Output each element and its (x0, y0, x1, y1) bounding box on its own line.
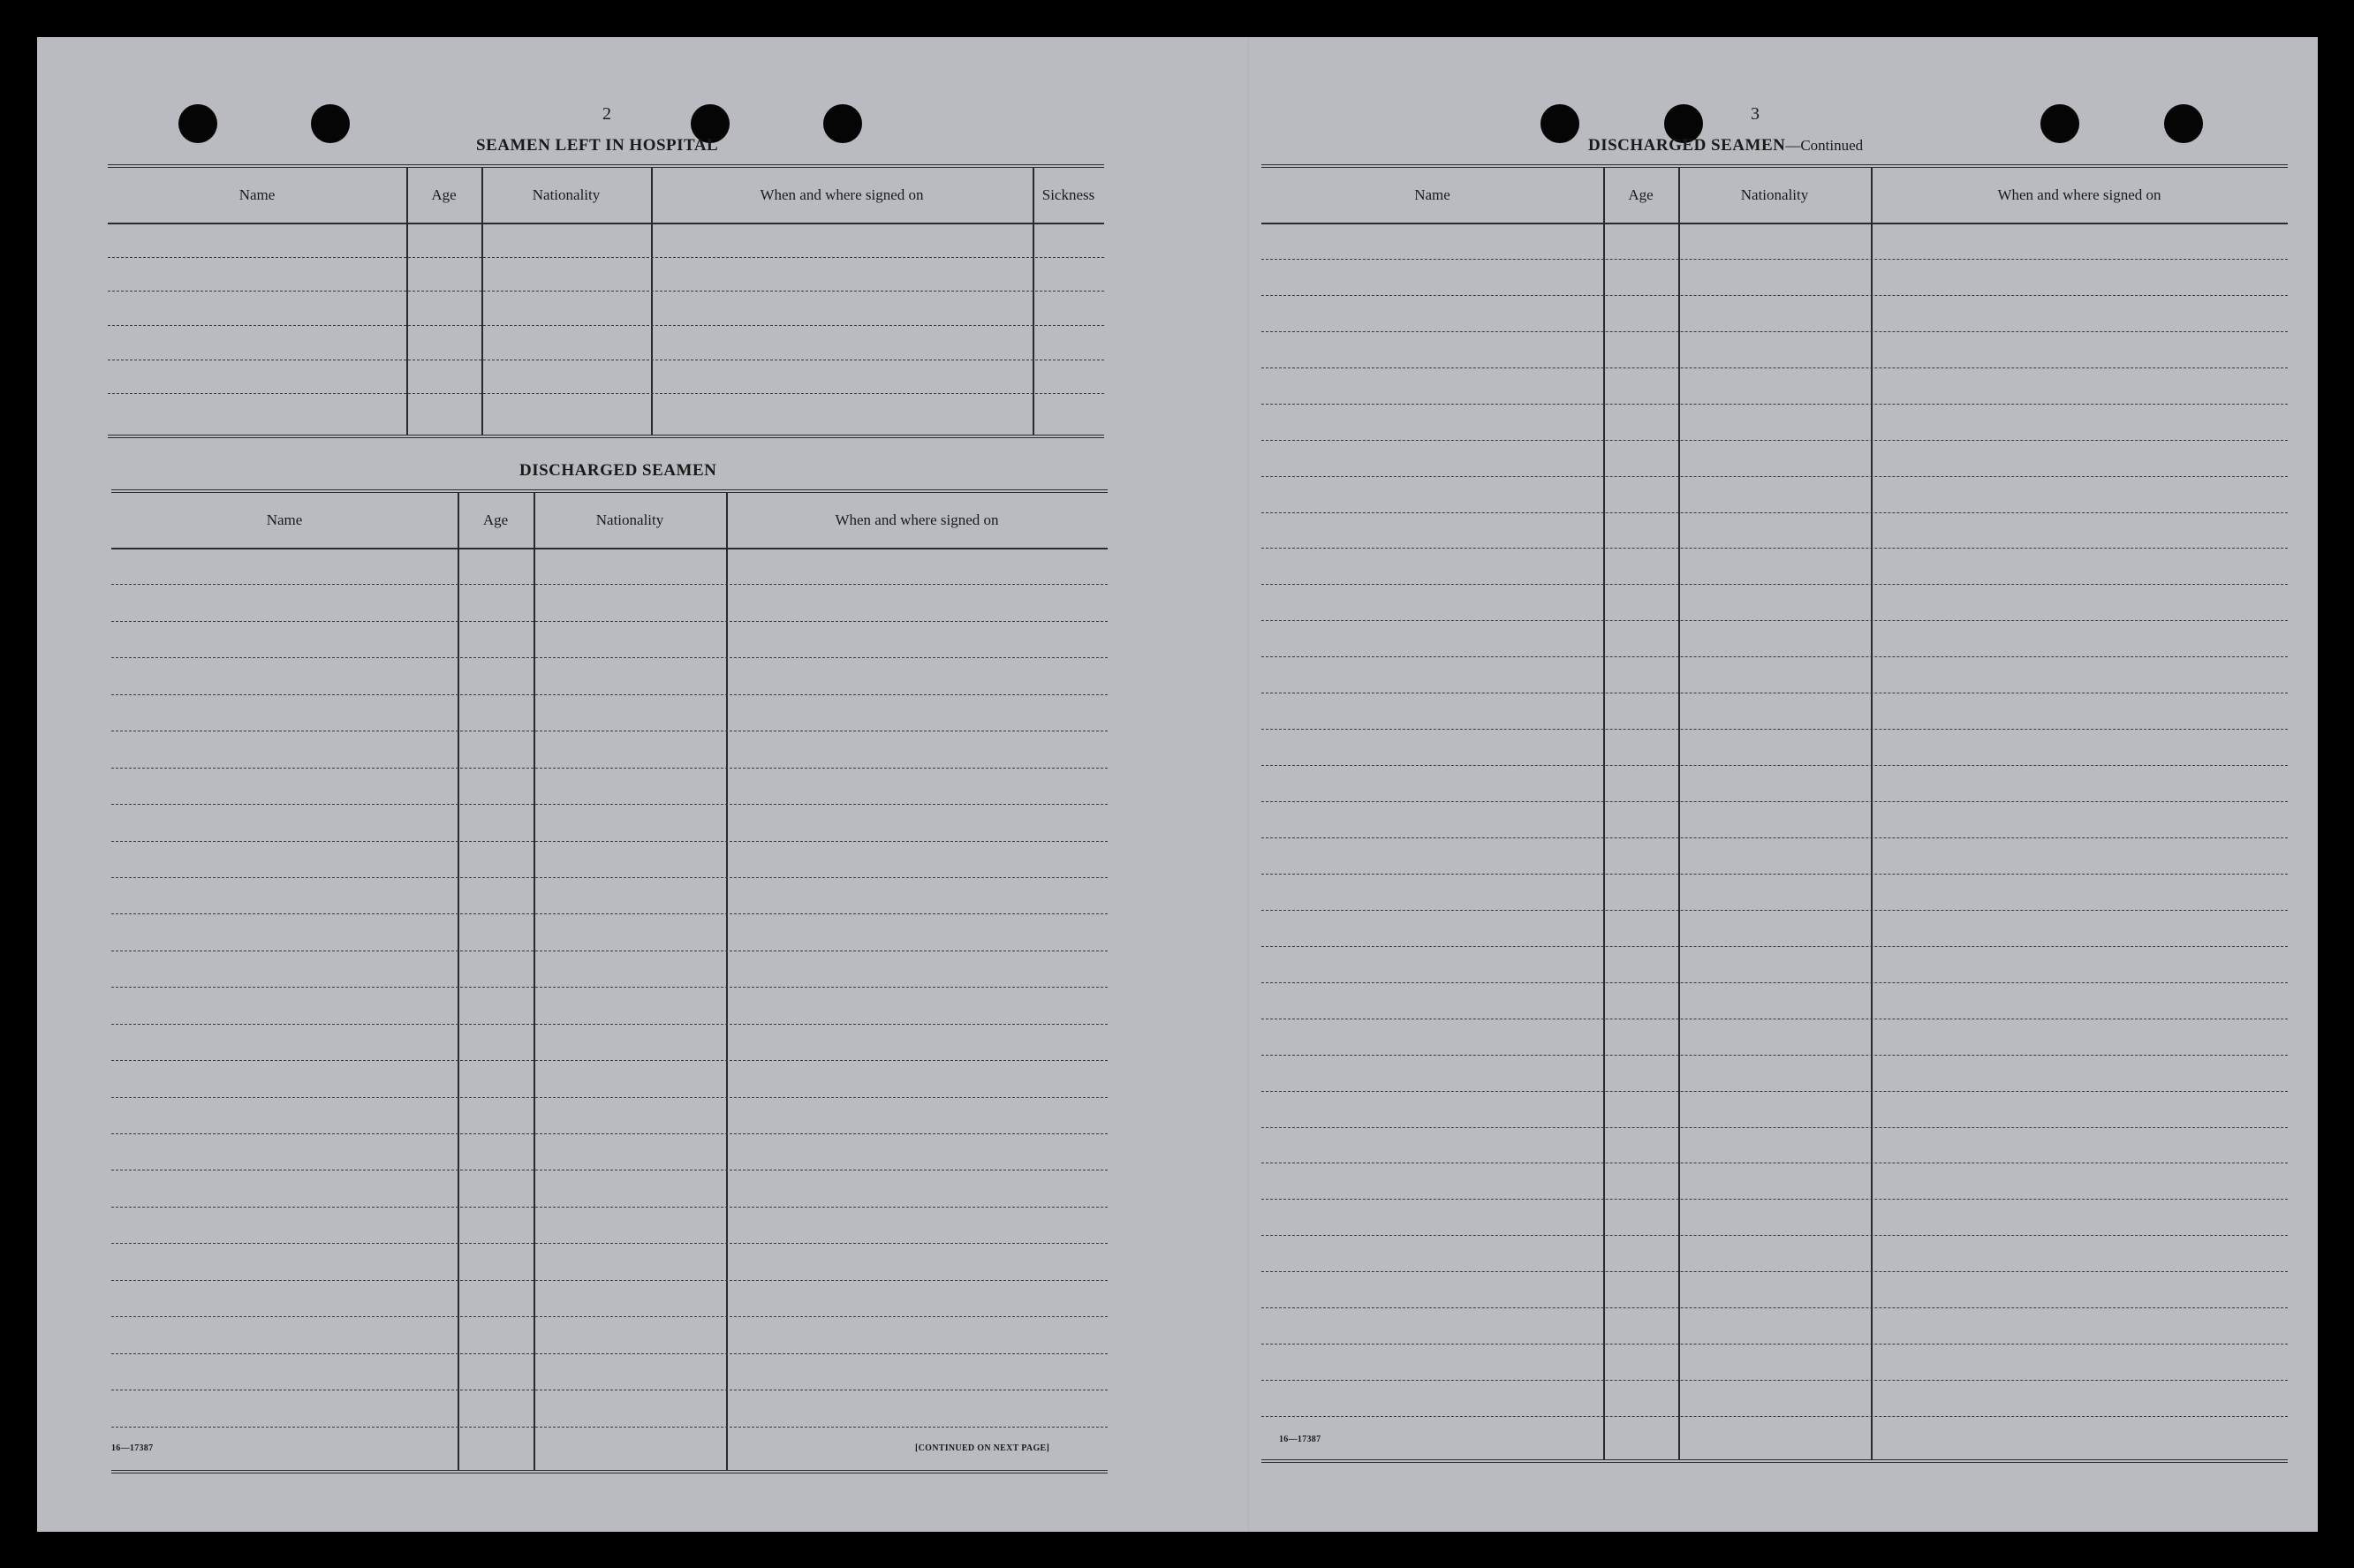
table-header (1261, 168, 2288, 224)
table-row (1261, 656, 2288, 657)
column-header: Age (431, 186, 457, 203)
table-row (1261, 765, 2288, 766)
table-row (1261, 1235, 2288, 1236)
column-header: When and where signed on (1997, 186, 2161, 203)
table-row (111, 1024, 1108, 1025)
table-row (108, 291, 1104, 292)
column-divider (1603, 168, 1605, 1459)
table-row (108, 325, 1104, 326)
discharged-continued-title (1588, 136, 1863, 155)
column-header: Name (238, 186, 276, 203)
column-header: Sickness (1041, 186, 1095, 203)
column-header: Age (1628, 186, 1654, 203)
table-row (1261, 910, 2288, 911)
table-row (1261, 1344, 2288, 1345)
table-header (108, 168, 1104, 224)
table-row (111, 1207, 1108, 1208)
column-header: Age (482, 511, 509, 528)
table-row (1261, 1271, 2288, 1272)
table-row (111, 657, 1108, 658)
table-row (1261, 1307, 2288, 1308)
table-row (1261, 584, 2288, 585)
table-row (111, 1353, 1108, 1354)
table-row (111, 1133, 1108, 1134)
discharged-table (111, 489, 1108, 1473)
column-header: Nationality (1740, 186, 1809, 203)
table-row (111, 1243, 1108, 1244)
document-sheet (37, 37, 2318, 1532)
punch-hole (1540, 104, 1579, 143)
table-row (1261, 1199, 2288, 1200)
table-row (1261, 259, 2288, 260)
punch-hole (2040, 104, 2079, 143)
table-row (111, 694, 1108, 695)
discharged-section-title: DISCHARGED SEAMEN (519, 461, 717, 480)
column-header: When and where signed on (760, 186, 924, 203)
discharged-continued-title-main: DISCHARGED SEAMEN (1588, 136, 1786, 155)
table-row (1261, 801, 2288, 802)
table-row (1261, 620, 2288, 621)
table-row (1261, 874, 2288, 875)
discharged-continued-table (1261, 164, 2288, 1463)
table-row (1261, 548, 2288, 549)
table-row (1261, 1127, 2288, 1128)
table-row (111, 1097, 1108, 1098)
table-row (1261, 837, 2288, 838)
column-divider (726, 493, 728, 1470)
form-number-right: 16—17387 (1279, 1435, 1321, 1444)
punch-hole (823, 104, 862, 143)
hospital-section-title: SEAMEN LEFT IN HOSPITAL (476, 136, 719, 155)
column-divider (1871, 168, 1873, 1459)
column-header: Name (1414, 186, 1450, 203)
table-row (111, 1060, 1108, 1061)
table-row (111, 768, 1108, 769)
table-row (1261, 1416, 2288, 1417)
column-header: Nationality (532, 186, 601, 203)
table-row (1261, 1055, 2288, 1056)
table-row (111, 1427, 1108, 1428)
table-row (1261, 331, 2288, 332)
page-number-left: 2 (602, 104, 611, 124)
column-header: When and where signed on (835, 511, 999, 528)
table-row (1261, 476, 2288, 477)
column-divider (481, 168, 483, 435)
punch-hole (178, 104, 217, 143)
page-number-right: 3 (1751, 104, 1760, 124)
table-row (1261, 512, 2288, 513)
table-row (1261, 1091, 2288, 1092)
table-row (111, 584, 1108, 585)
punch-hole (2164, 104, 2203, 143)
page-fold (1247, 37, 1249, 1532)
table-row (1261, 729, 2288, 730)
table-row (1261, 404, 2288, 405)
punch-hole (311, 104, 350, 143)
column-divider (406, 168, 408, 435)
table-row (1261, 982, 2288, 983)
column-header: Name (266, 511, 303, 528)
table-row (1261, 946, 2288, 947)
table-header (111, 493, 1108, 549)
table-row (108, 393, 1104, 394)
continued-note: [CONTINUED ON NEXT PAGE] (915, 1443, 1050, 1453)
hospital-table (108, 164, 1104, 438)
column-divider (534, 493, 535, 1470)
table-row (111, 1316, 1108, 1317)
discharged-continued-suffix: —Continued (1785, 137, 1864, 154)
table-row (111, 877, 1108, 878)
table-row (111, 841, 1108, 842)
table-row (1261, 1380, 2288, 1381)
column-divider (651, 168, 653, 435)
form-number-left: 16—17387 (111, 1443, 154, 1453)
column-divider (1678, 168, 1680, 1459)
table-row (111, 621, 1108, 622)
table-row (111, 804, 1108, 805)
table-row (111, 913, 1108, 914)
table-row (111, 987, 1108, 988)
table-row (111, 1280, 1108, 1281)
table-row (1261, 440, 2288, 441)
column-divider (458, 493, 459, 1470)
table-row (1261, 295, 2288, 296)
column-header: Nationality (595, 511, 664, 528)
table-row (1261, 367, 2288, 368)
table-row (108, 257, 1104, 258)
column-divider (1033, 168, 1034, 435)
